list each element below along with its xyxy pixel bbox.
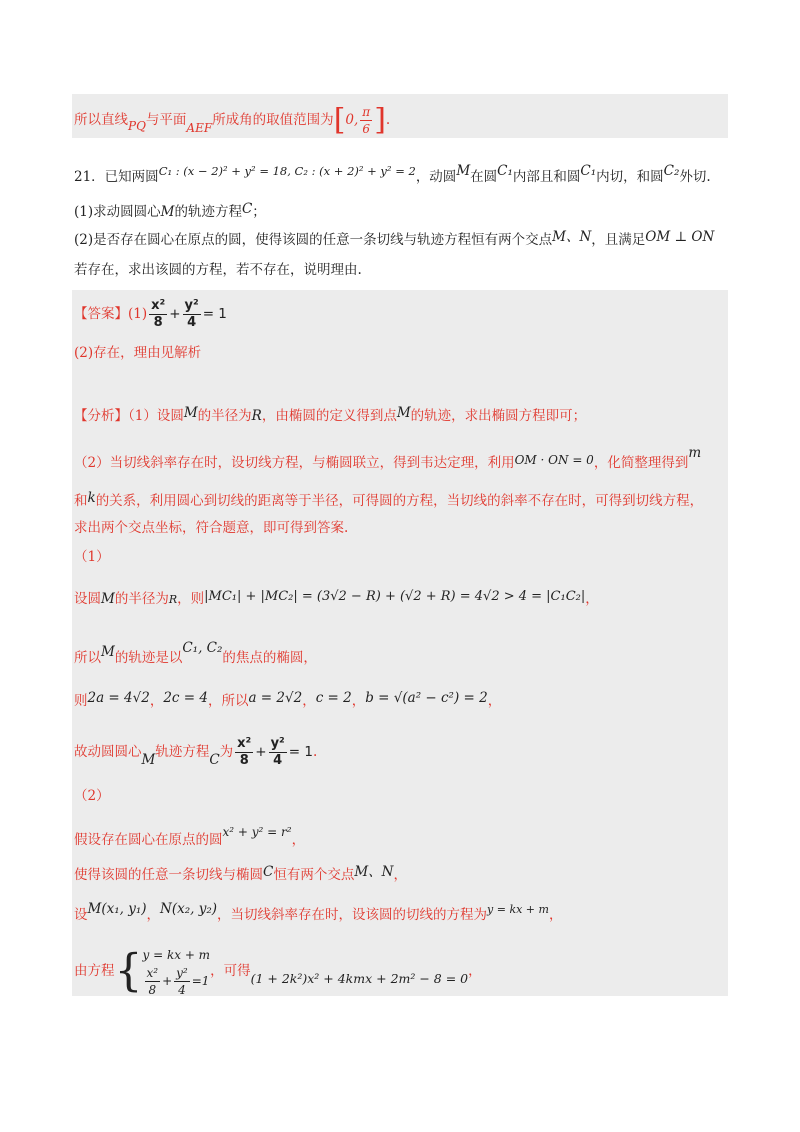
solution-2-line-3: 设M(x₁, y₁)，N(x₂, y₂)，当切线斜率存在时，设该圆的切线的方程为$^{y = kx + m}$， bbox=[74, 901, 563, 923]
answer-part-1: 【答案】(1) $\frac{\text{x²}}{8}$ + $\frac{\text{y²}}{4}$ = 1 bbox=[74, 298, 227, 330]
solution-2-line-2: 使得该圆的任意一条切线与椭圆C恒有两个交点M、N， bbox=[74, 864, 407, 883]
part-1-question: (1)求动圆圆心M的轨迹方程C； bbox=[74, 201, 266, 220]
part-2-question-cont: 若存在，求出该圆的方程，若不存在，说明理由. bbox=[74, 262, 362, 278]
solution-2-line-1: 假设存在圆心在原点的圆x² + y² = r²， bbox=[74, 825, 306, 848]
solution-1-line-1: 设圆M的半径为R，则|MC₁| + |MC₂| = (3√2 − R) + (√2 + R) = 4√2 > 4 = |C₁C₂|， bbox=[74, 589, 599, 607]
solution-1-line-4: 故动圆圆心M轨迹方程C为 $\frac{\text{x²}}{8}$ + $\frac{\text{y²}}{4}$ = 1. bbox=[74, 736, 318, 768]
solution-part-2-label: （2） bbox=[74, 788, 110, 804]
analysis-line-2: （2）当切线斜率存在时，设切线方程，与椭圆联立，得到韦达定理，利用OM · ON = 0，化简整理得到m bbox=[74, 445, 702, 471]
analysis-line-4: 求出两个交点坐标，符合题意，即可得到答案. bbox=[74, 520, 349, 536]
solution-2-line-4: 由方程{ y = kx + m $\frac{\text{x²}}{8}$ + $\frac{\text{y²}}{4}$ =1 ，可得(1 + 2k²)x² + 4kmx + 2m² − 8 = 0， bbox=[74, 945, 482, 997]
analysis-line-1: 【分析】（1）设圆M的半径为R，由椭圆的定义得到点M的轨迹，求出椭圆方程即可； bbox=[74, 405, 587, 424]
solution-part-1-label: （1） bbox=[74, 549, 110, 565]
part-2-question: (2)是否存在圆心在原点的圆，使得该圆的任意一条切线与轨迹方程恒有两个交点M、N，且满足OM ⊥ ON bbox=[74, 229, 715, 248]
analysis-line-3: 和k的关系，利用圆心到切线的距离等于半径，可得圆的方程，当切线的斜率不存在时，可得到切线方程， bbox=[74, 490, 704, 509]
conclusion-line: 所以直线PQ与平面AEF所成角的取值范围为[0, $\frac{\pi}{6}$ ]. bbox=[74, 102, 391, 138]
solution-1-line-3: 则2a = 4√2，2c = 4，所以a = 2√2，c = 2，b = √(a² − c²) = 2， bbox=[74, 690, 502, 709]
problem-statement: 21．已知两圆C₁ : (x − 2)² + y² = 18, C₂ : (x + 2)² + y² = 2，动圆M在圆C₁内部且和圆C₁内切，和圆C₂外切. bbox=[74, 163, 711, 185]
answer-part-2: (2)存在，理由见解析 bbox=[74, 345, 202, 361]
solution-1-line-2: 所以M的轨迹是以C₁, C₂的焦点的椭圆， bbox=[74, 640, 317, 666]
